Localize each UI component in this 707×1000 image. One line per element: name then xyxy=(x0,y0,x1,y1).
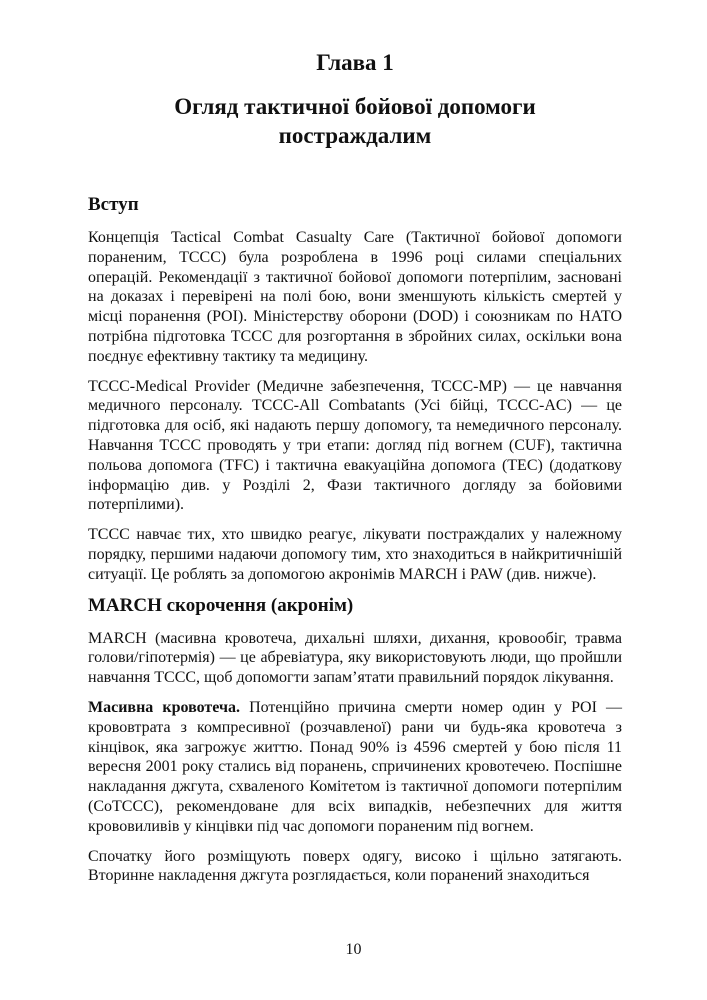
chapter-label: Глава 1 xyxy=(316,50,394,75)
section-heading-march: MARCH скорочення (акронім) xyxy=(88,594,354,616)
chapter-title-line2: постраждалим xyxy=(278,123,432,148)
chapter-title xyxy=(88,92,622,150)
chapter-title-line1: Огляд тактичної бойової допомоги xyxy=(174,94,536,119)
intro-paragraph-1: Концепція Tactical Combat Casualty Care (Тактичної бойової допомоги пораненим, TCCC) була розроблена в 1996 році силами спеціальних операцій. Рекомендації з тактичної бойової допомоги потерпілим, засновані на доказах і перевірені на полі бою, вони зменшують кількість смертей у місці поранення (POI). Міністерству оборони (DOD) і союзникам по НАТО потрібна підготовка TCCC для розгортання в збройних силах, оскільки вона поєднує ефективну тактику та медицину. xyxy=(88,229,622,365)
page-number: 10 xyxy=(345,941,362,958)
intro-paragraph-2: TCCC-Medical Provider (Медичне забезпечення, TCCC-MP) — це навчання медичного персоналу. TCCC-All Combatants (Усі бійці, TCCC-AC) — це підготовка для осіб, які надають першу допомогу, та немедичного персоналу. Навчання TCCC проводять у три етапи: догляд під вогнем (CUF), тактична польова допомога (TFC) і тактична евакуаційна допомога (TEC) (додаткову інформацію див. у Розділі 2, Фази тактичного догляду за бойовими потерпілими). xyxy=(88,377,622,514)
massive-bleeding-paragraph xyxy=(88,698,622,837)
massive-bleeding-lead: Масивна кровотеча. xyxy=(88,698,240,716)
section-heading-intro: Вступ xyxy=(88,194,139,215)
intro-paragraph-3: TCCC навчає тих, хто швидко реагує, лікувати постраждалих у належному порядку, першими надаючи допомогу тим, хто знаходиться в найкритичнішій ситуації. Це роблять за допомогою акронімів MARCH і PAW (див. нижче). xyxy=(88,526,622,583)
march-paragraph-3: Спочатку його розміщують поверх одягу, високо і щільно затягають. Вторинне накладення джгута розглядається, коли поранений знаходиться xyxy=(88,847,622,885)
massive-bleeding-text: Потенційно причина смерти номер один у POI — крововтрата з компресивної (розчавленої) рани чи будь-яка кровотеча з кінцівок, яка загрожує життю. Понад 90% із 4596 смертей у бою після 11 вересня 2001 року стались від поранень, спричинених кровотечею. Поспішне накладання джгута, схваленого Комітетом із тактичної допомоги потерпілим (CoTCCC), рекомендоване для всіх випадків, небезпечних для життя крововиливів у кінцівки під час допомоги пораненим під вогнем. xyxy=(88,698,622,835)
page-content xyxy=(88,48,622,886)
march-paragraph-1: MARCH (масивна кровотеча, дихальні шляхи, дихання, кровообіг, травма голови/гіпотермія) — це абревіатура, яку використовують люди, що пройшли навчання TCCC, щоб допомогти запам’ятати правильний порядок лікування. xyxy=(88,629,622,687)
